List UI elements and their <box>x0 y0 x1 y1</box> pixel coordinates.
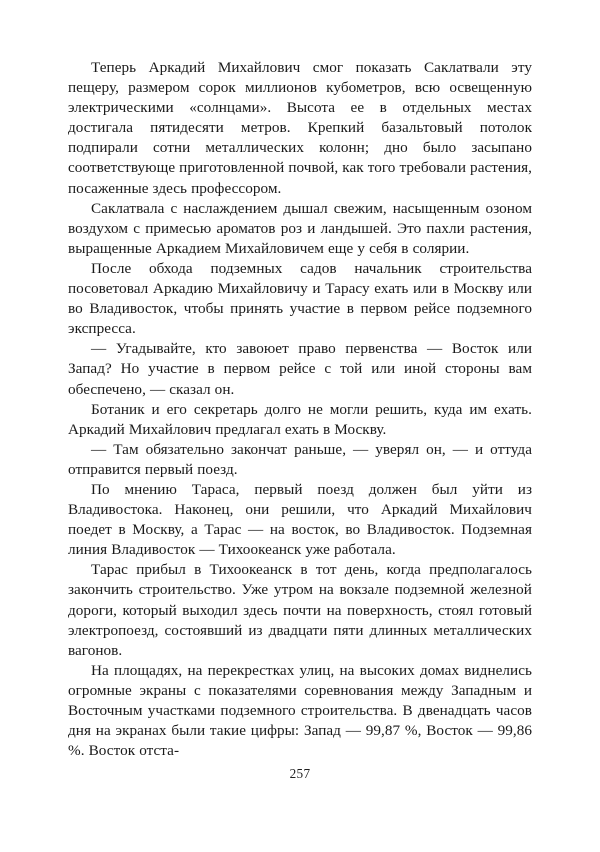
paragraph: На площадях, на перекрестках улиц, на высоких домах виднелись огромные экраны с показателями соревнования между Западным и Восточным участками подземного строительства. В двенадцать часов дня на экранах были такие цифры: Запад — 99,87 %, Восток — 99,86 %. Восток отста- <box>68 661 532 760</box>
paragraph: По мнению Тараса, первый поезд должен был уйти из Владивостока. Наконец, они решили, что Аркадий Михайлович поедет в Москву, а Тарас — на восток, во Владивосток. Подземная линия Владивосток — Тихоокеанск уже работала. <box>68 480 532 559</box>
paragraph: Ботаник и его секретарь долго не могли решить, куда им ехать. Аркадий Михайлович предлагал ехать в Москву. <box>68 400 532 438</box>
paragraph-dialogue: — Там обязательно закончат раньше, — уверял он, — и оттуда отправится первый поезд. <box>68 440 532 478</box>
page-number: 257 <box>289 766 311 781</box>
paragraph: Саклатвала с наслаждением дышал свежим, насыщенным озоном воздухом с примесью ароматов роз и ландышей. Это пахли растения, выращенные Аркадием Михайловичем еще у себя в солярии. <box>68 199 532 257</box>
paragraph: Теперь Аркадий Михайлович смог показать Саклатвали эту пещеру, размером сорок миллионов кубометров, всю освещенную электрическими «солнцами». Высота ее в отдельных местах достигала пятидесяти метров. Крепкий базальтовый потолок подпирали сотни металлических колонн; дно было засыпано соответствующе приготовленной почвой, как того требовали растения, посаженные здесь профессором. <box>68 59 532 197</box>
body-text-block <box>68 58 532 761</box>
paragraph-dialogue: — Угадывайте, кто завоюет право первенства — Восток или Запад? Но участие в первом рейсе с той или иной стороны вам обеспечено, — сказал он. <box>68 340 532 398</box>
paragraph: После обхода подземных садов начальник строительства посоветовал Аркадию Михайловичу и Тарасу ехать или в Москву или во Владивосток, чтобы принять участие в первом рейсе подземного экспресса. <box>68 259 532 338</box>
paragraph: Тарас прибыл в Тихоокеанск в тот день, когда предполагалось закончить строительство. Уже утром на вокзале подземной железной дороги, который выходил здесь почти на поверхность, стоял готовый электропоезд, состоявший из двадцати пяти длинных металлических вагонов. <box>68 561 532 659</box>
